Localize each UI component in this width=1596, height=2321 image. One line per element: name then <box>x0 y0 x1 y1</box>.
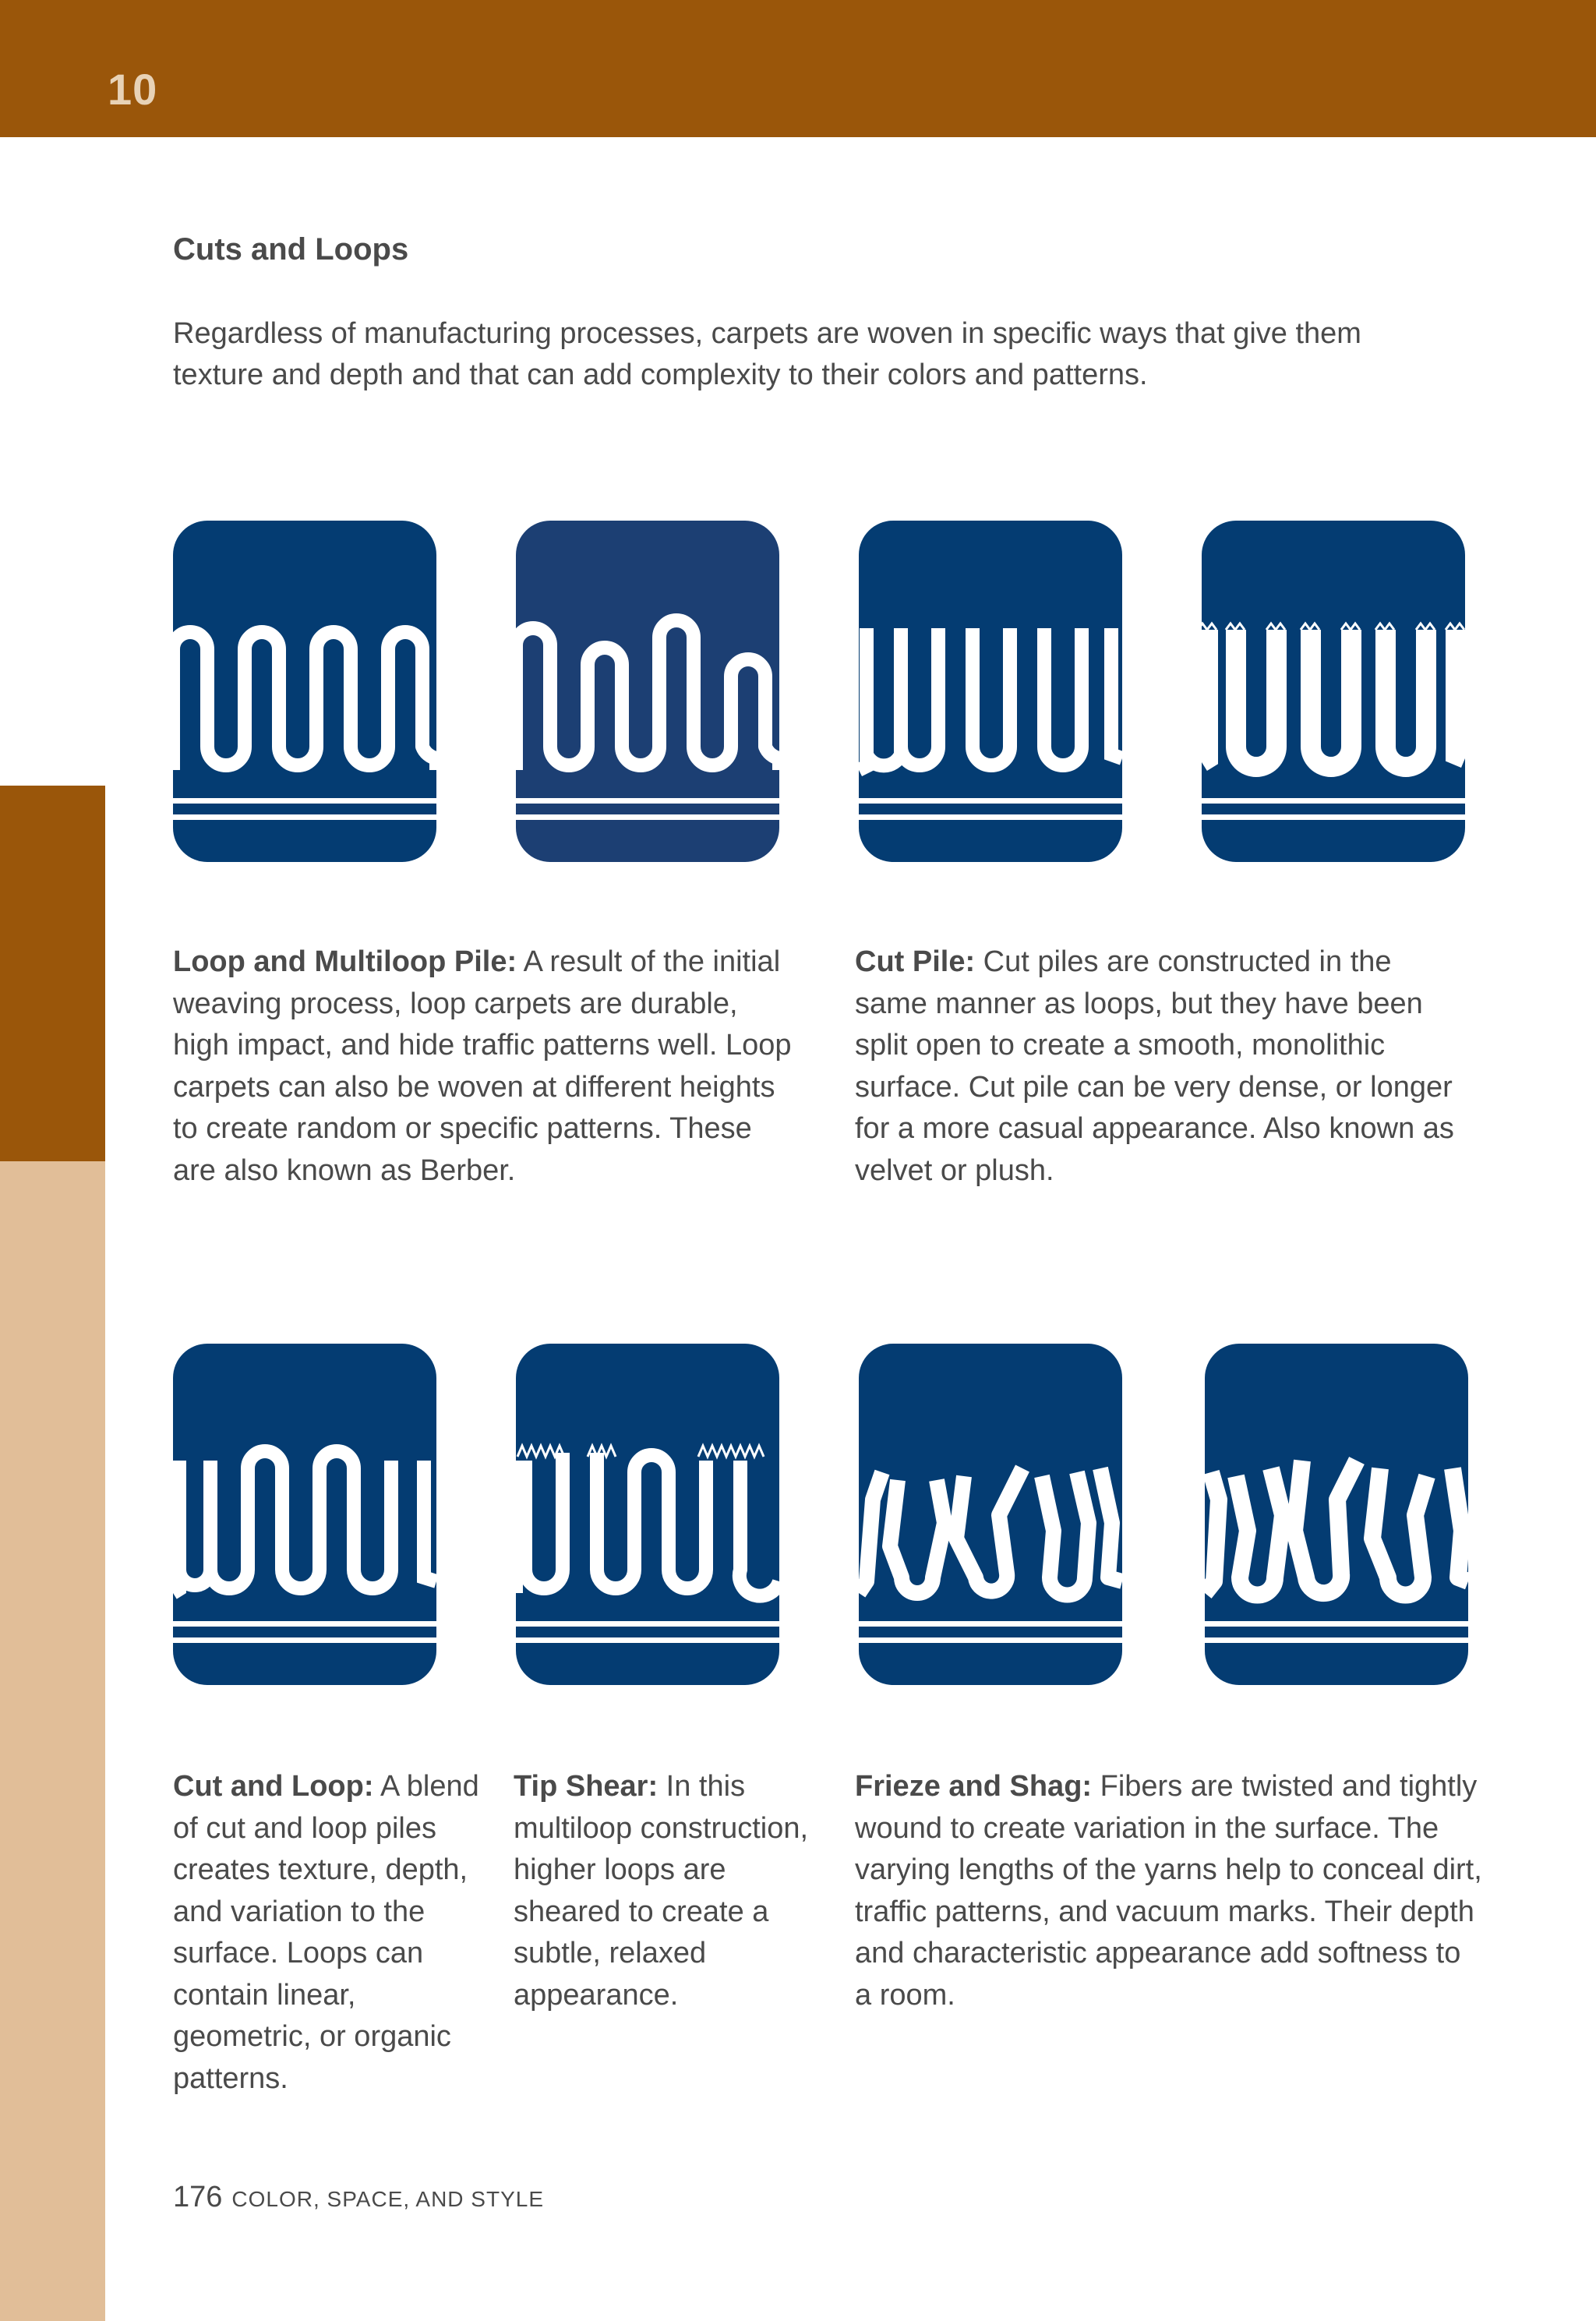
frieze-shag-term: Frieze and Shag: <box>855 1770 1093 1803</box>
frieze-shag-description <box>855 1766 1482 2016</box>
tip-shear-text: In this multiloop construction, higher loops are sheared to create a subtle, relaxed appearance. <box>514 1770 809 2012</box>
cut-pile-description <box>855 941 1471 1192</box>
chapter-number: 10 <box>108 65 158 114</box>
cut-pile-term: Cut Pile: <box>855 945 976 978</box>
loop-pile-description <box>173 941 796 1192</box>
top-banner <box>0 0 1596 137</box>
cut-pile-text: Cut piles are constructed in the same manner as loops, but they have been split open to create a smooth, monolithic surface. Cut pile can be very dense, or longer for a more casual appearance. Also known as velvet or plush. <box>855 945 1454 1187</box>
tip-shear-description <box>514 1766 829 2016</box>
section-title: Cuts and Loops <box>173 232 409 267</box>
tip-shear-term: Tip Shear: <box>514 1770 659 1803</box>
loop-pile-term: Loop and Multiloop Pile: <box>173 945 517 978</box>
cut-and-loop-icon <box>173 1344 436 1685</box>
page-footer <box>173 2181 544 2214</box>
frieze-shag-text: Fibers are twisted and tightly wound to create variation in the surface. The varying lengths of the yarns help to conceal dirt, traffic patterns, and vacuum marks. Their depth and characteristic appearance add softness to a room. <box>855 1770 1482 2012</box>
cut-and-loop-description <box>173 1766 485 2100</box>
intro-paragraph: Regardless of manufacturing processes, carpets are woven in specific ways that give them texture and depth and that can add complexity to their colors and patterns. <box>173 317 1361 391</box>
loop-pile-text: A result of the initial weaving process, loop carpets are durable, high impact, and hide traffic patterns well. Loop carpets can also be woven at different heights to create random or specific patterns. These are also known as Berber. <box>173 945 792 1187</box>
loop-pile-icon <box>173 521 436 862</box>
tip-shear-icon <box>516 1344 779 1685</box>
cut-pile-icon <box>859 521 1122 862</box>
cut-and-loop-term: Cut and Loop: <box>173 1770 374 1803</box>
cut-and-loop-text: A blend of cut and loop piles creates texture, depth, and variation to the surface. Loops can contain linear, geometric, or organic patterns. <box>173 1770 479 2095</box>
frieze-icon <box>859 1344 1122 1685</box>
shag-icon <box>1205 1344 1468 1685</box>
side-bar-dark <box>0 786 105 1161</box>
page-number: 176 <box>173 2181 223 2213</box>
cut-pile-plush-icon <box>1202 521 1465 862</box>
running-head: COLOR, SPACE, AND STYLE <box>231 2187 544 2211</box>
multiloop-pile-icon <box>516 521 779 862</box>
